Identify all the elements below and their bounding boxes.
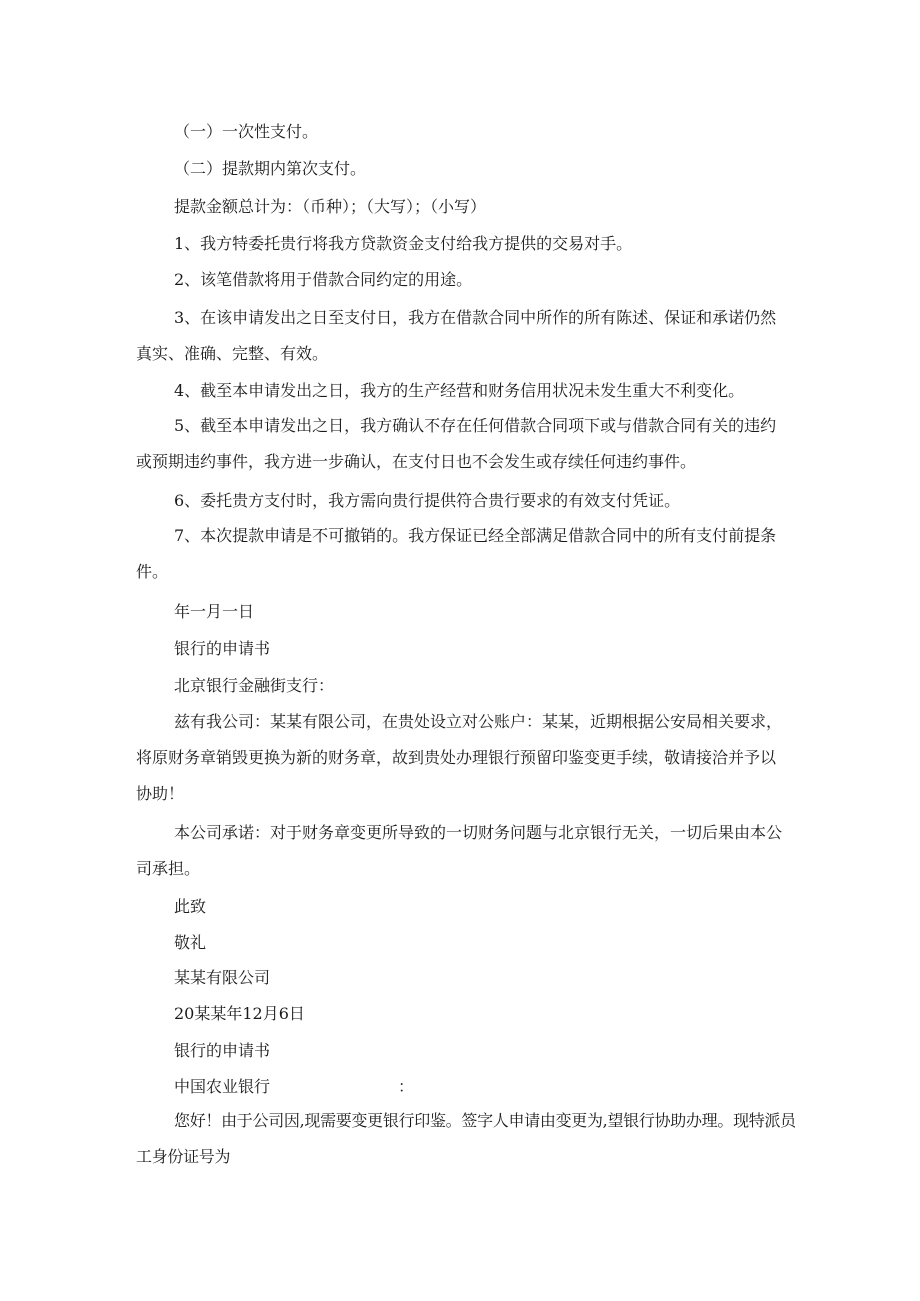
clause-1: 1、我方特委托贵行将我方贷款资金支付给我方提供的交易对手。 bbox=[174, 234, 633, 253]
payment-option-lump-sum: （一）一次性支付。 bbox=[174, 122, 319, 141]
letter2-addressee bbox=[174, 1077, 414, 1097]
clause-5: 5、截至本申请发出之日，我方确认不存在任何借款合同项下或与借款合同有关的违约或预期违约事件，我方进一步确认，在支付日也不会发生或存续任何违约事件。 bbox=[136, 416, 777, 471]
letter1-company: 某某有限公司 bbox=[174, 968, 271, 987]
clause-2: 2、该笔借款将用于借款合同约定的用途。 bbox=[174, 270, 473, 289]
letter2-addressee-bank: 中国农业银行 bbox=[174, 1077, 271, 1096]
clause-3: 3、在该申请发出之日至支付日，我方在借款合同中所作的所有陈述、保证和承诺仍然真实、准确、完整、有效。 bbox=[136, 308, 777, 363]
letter1-closing-jingli: 敬礼 bbox=[174, 933, 207, 952]
clause-7: 7、本次提款申请是不可撤销的。我方保证已经全部满足借款合同中的所有支付前提条件。 bbox=[136, 526, 777, 581]
letter2-addressee-colon: ： bbox=[398, 1077, 415, 1096]
letter1-title: 银行的申请书 bbox=[174, 639, 271, 658]
letter1-date: 20某某年12月6日 bbox=[174, 1004, 305, 1023]
letter1-closing-cizhi: 此致 bbox=[174, 897, 207, 916]
clause-4: 4、截至本申请发出之日，我方的生产经营和财务信用状况未发生重大不利变化。 bbox=[174, 381, 745, 400]
letter1-body: 兹有我公司：某某有限公司，在贵处设立对公账户：某某，近期根据公安局相关要求，将原财务章销毁更换为新的财务章，故到贵处办理银行预留印鉴变更手续，敬请接洽并予以协助！ bbox=[136, 712, 783, 803]
letter1-addressee: 北京银行金融街支行： bbox=[174, 676, 335, 695]
withdrawal-total-line: 提款金额总计为：（币种）；（大写）；（小写） bbox=[174, 197, 487, 216]
payment-option-installment: （二）提款期内第次支付。 bbox=[174, 159, 367, 178]
letter2-title: 银行的申请书 bbox=[174, 1041, 271, 1060]
letter1-commitment: 本公司承诺：对于财务章变更所导致的一切财务问题与北京银行无关，一切后果由本公司承担。 bbox=[136, 823, 783, 878]
clause-6: 6、委托贵方支付时，我方需向贵行提供符合贵行要求的有效支付凭证。 bbox=[174, 491, 681, 510]
date-placeholder: 年一月一日 bbox=[174, 602, 255, 621]
letter2-body: 您好！由于公司因,现需要变更银行印鉴。签字人申请由变更为,望银行协助办理。现特派员工身份证号为 bbox=[136, 1111, 796, 1166]
